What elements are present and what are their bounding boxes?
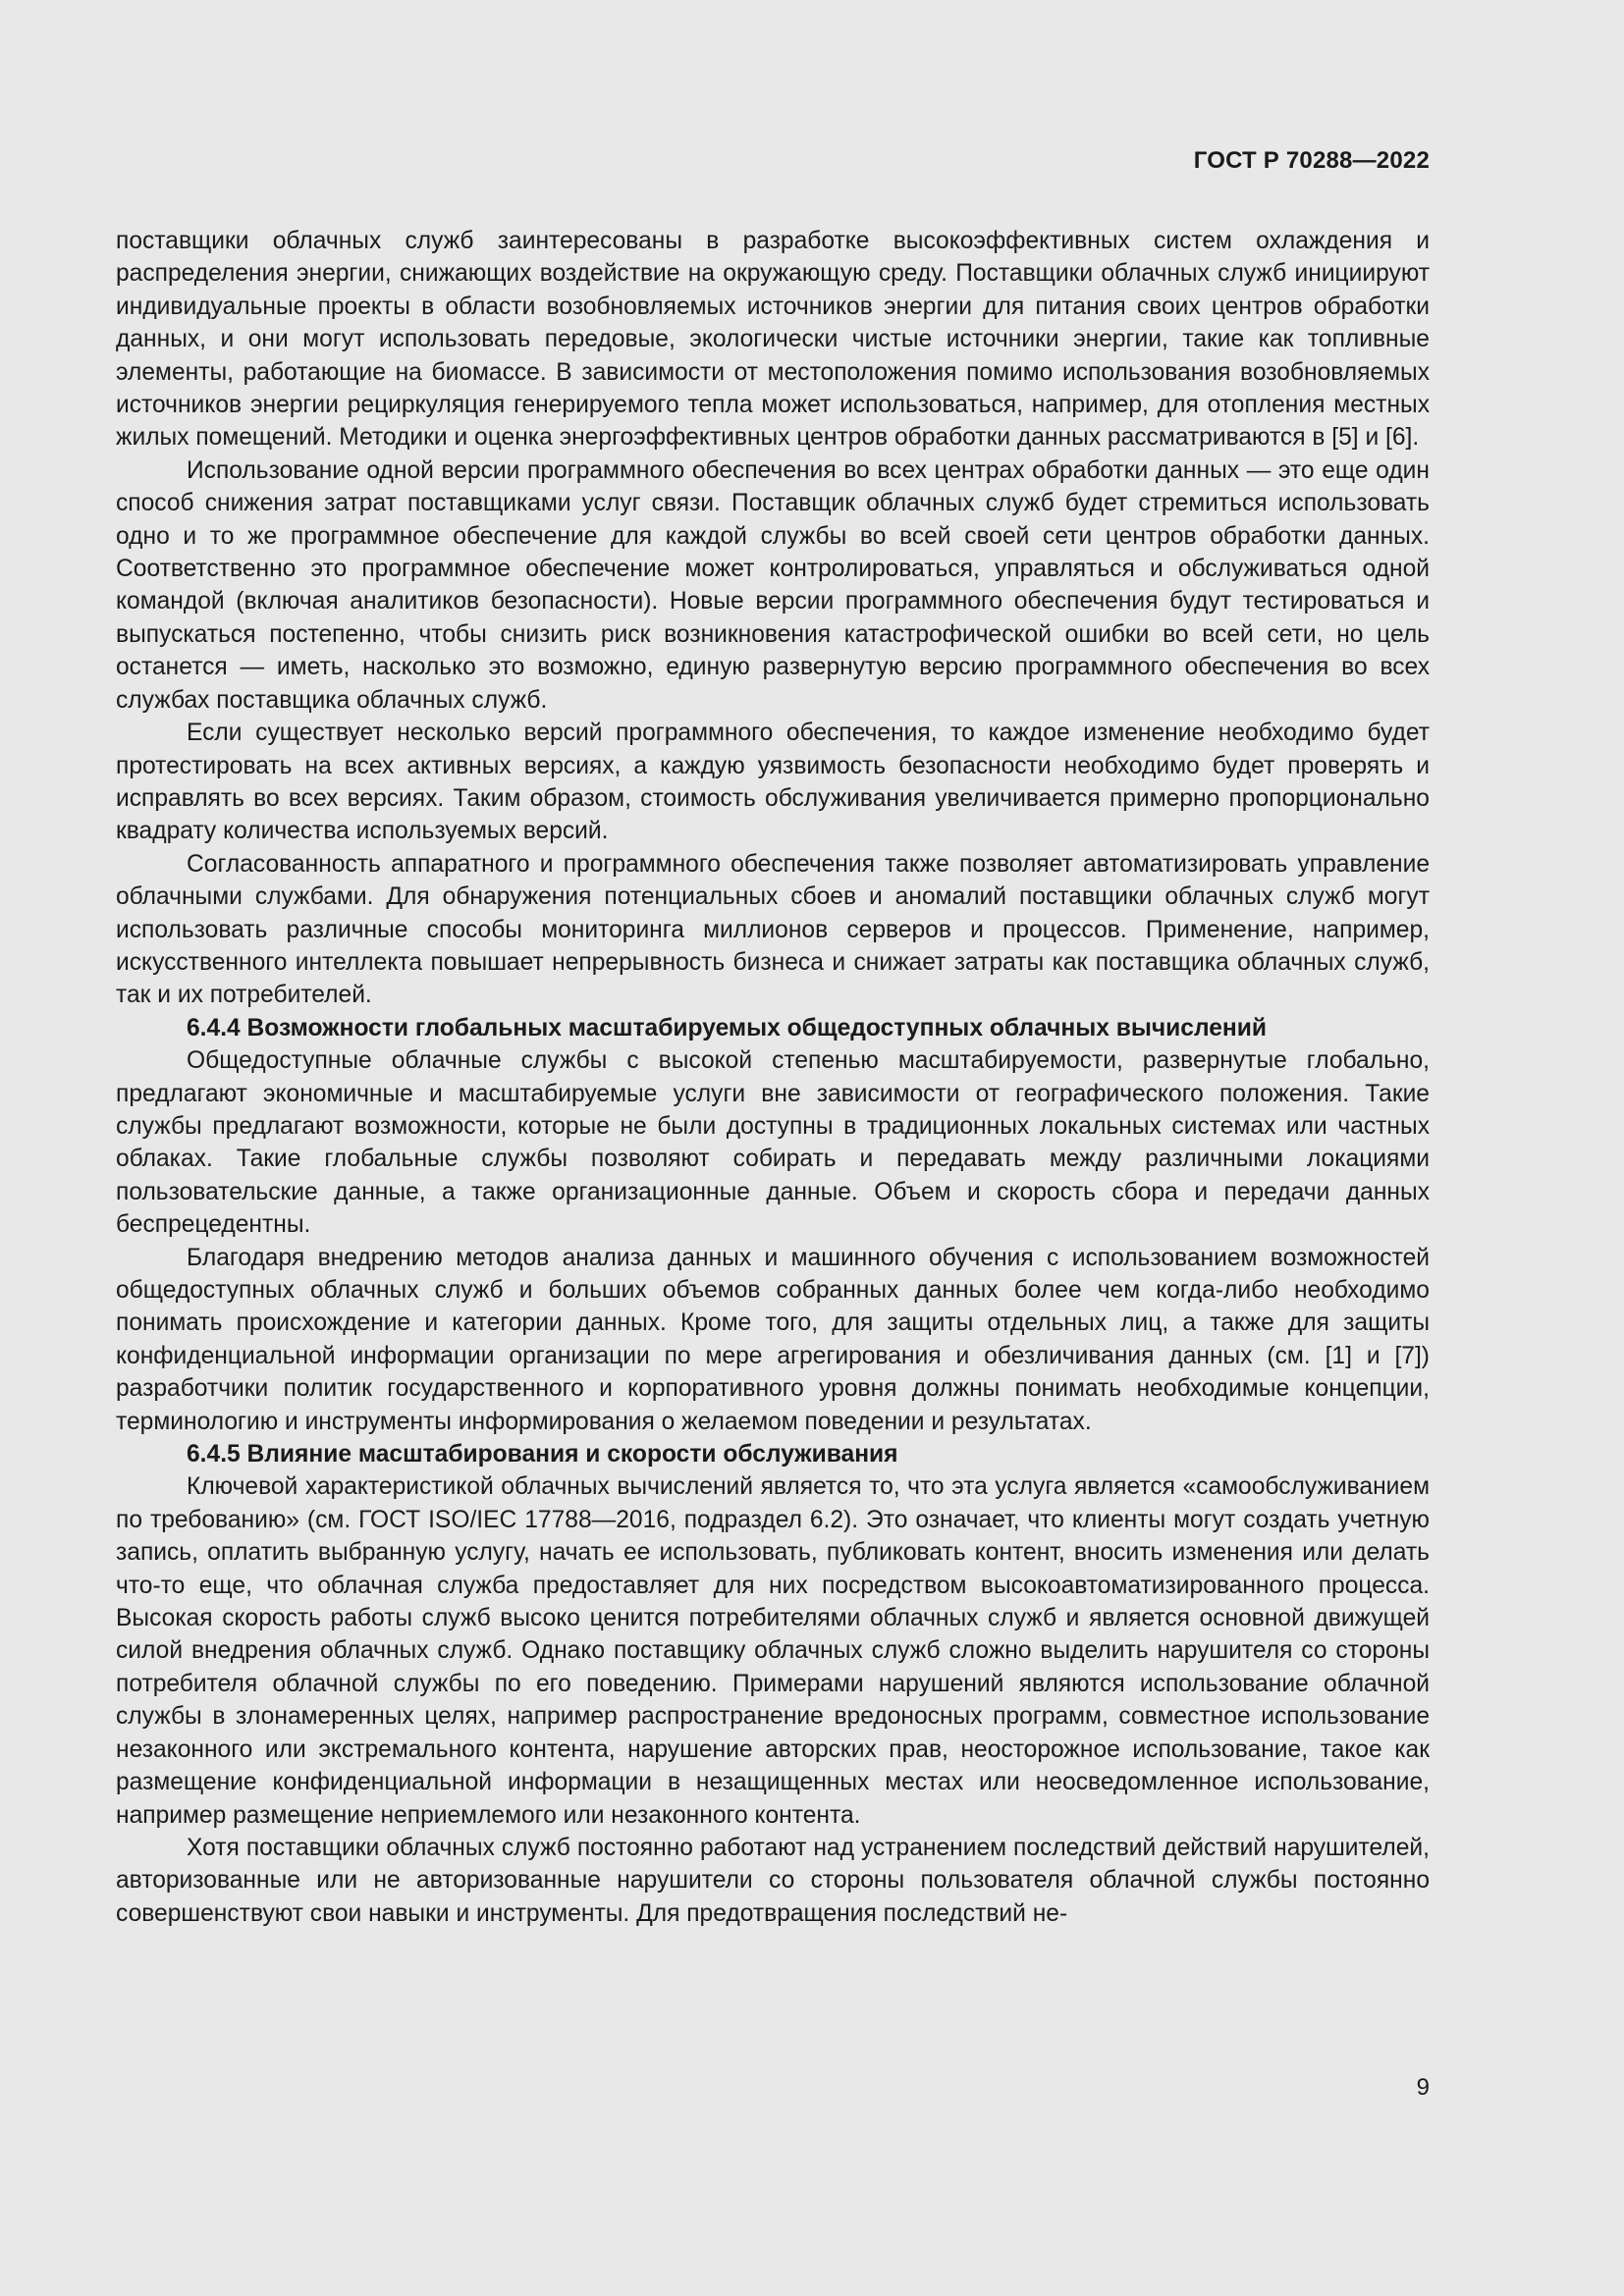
paragraph: поставщики облачных служб заинтересованы в разработке высокоэффективных систем охлаждения и распределения энергии, снижающих воздействие на окружающую среду. Поставщики облачных служб инициируют индивидуальные проекты в области возобновляемых источников энергии для питания своих центров обработки данных, и они могут использовать передовые, экологически чистые источники энергии, такие как топливные элементы, работающие на биомассе. В зависимости от местоположения помимо использования возобновляемых источников энергии рециркуляция генерируемого тепла может использоваться, например, для отопления местных жилых помещений. Методики и оценка энергоэффективных центров обработки данных рассматриваются в [5] и [6].	[116, 228, 1430, 452]
document-header-id: ГОСТ Р 70288—2022	[1193, 147, 1430, 174]
paragraph: Согласованность аппаратного и программного обеспечения также позволяет автоматизировать управление облачными службами. Для обнаружения потенциальных сбоев и аномалий поставщики облачных служб могут использовать различные способы мониторинга миллионов серверов и процессов. Применение, например, искусственного интеллекта повышает непрерывность бизнеса и снижает затраты как поставщика облачных служб, так и их потребителей.	[116, 850, 1430, 1009]
paragraph: Благодаря внедрению методов анализа данных и машинного обучения с использованием возможностей общедоступных облачных служб и больших объемов собранных данных более чем когда-либо необходимо понимать происхождение и категории данных. Кроме того, для защиты отдельных лиц, а также для защиты конфиденциальной информации организации по мере агрегирования и обезличивания данных (см. [1] и [7]) разработчики политик государственного и корпоративного уровня должны понимать необходимые концепции, терминологию и инструменты информирования о желаемом поведении и результатах.	[116, 1244, 1430, 1435]
section-heading: 6.4.5 Влияние масштабирования и скорости обслуживания	[187, 1441, 898, 1468]
paragraph: Хотя поставщики облачных служб постоянно работают над устранением последствий действий нарушителей, авторизованные или не авторизованные нарушители со стороны пользователя облачной службы постоянно совершенствуют свои навыки и инструменты. Для предотвращения последствий не-	[116, 1834, 1430, 1927]
section-heading: 6.4.4 Возможности глобальных масштабируемых общедоступных облачных вычислений	[187, 1014, 1268, 1041]
paragraph: Использование одной версии программного обеспечения во всех центрах обработки данных — это еще один способ снижения затрат поставщиками услуг связи. Поставщик облачных служб будет стремиться использовать одно и то же программное обеспечение для каждой службы во всей своей сети центров обработки данных. Соответственно это программное обеспечение может контролироваться, управляться и обслуживаться одной командой (включая аналитиков безопасности). Новые версии программного обеспечения будут тестироваться и выпускаться постепенно, чтобы снизить риск возникновения катастрофической ошибки во всей сети, но цель останется — иметь, насколько это возможно, единую развернутую версию программного обеспечения во всех службах поставщика облачных служб.	[116, 456, 1430, 714]
page-number: 9	[1416, 2074, 1430, 2101]
document-body	[116, 225, 1430, 1930]
paragraph: Если существует несколько версий программного обеспечения, то каждое изменение необходимо будет протестировать на всех активных версиях, а каждую уязвимость безопасности необходимо будет проверять и исправлять во всех версиях. Таким образом, стоимость обслуживания увеличивается примерно пропорционально квадрату количества используемых версий.	[116, 720, 1430, 845]
paragraph: Ключевой характеристикой облачных вычислений является то, что эта услуга является «самообслуживанием по требованию» (см. ГОСТ ISO/IEC 17788—2016, подраздел 6.2). Это означает, что клиенты могут создать учетную запись, оплатить выбранную услугу, начать ее использовать, публиковать контент, вносить изменения или делать что-то еще, что облачная служба предоставляет для них посредством высокоавтоматизированного процесса. Высокая скорость работы служб высоко ценится потребителями облачных служб и является основной движущей силой внедрения облачных служб. Однако поставщику облачных служб сложно выделить нарушителя со стороны потребителя облачной службы по его поведению. Примерами нарушений являются использование облачной службы в злонамеренных целях, например распространение вредоносных программ, совместное использование незаконного или экстремального контента, нарушение авторских прав, неосторожное использование, такое как размещение конфиденциальной информации в незащищенных местах или неосведомленное использование, например размещение неприемлемого или незаконного контента.	[116, 1473, 1430, 1829]
paragraph: Общедоступные облачные службы с высокой степенью масштабируемости, развернутые глобально, предлагают экономичные и масштабируемые услуги вне зависимости от географического положения. Такие службы предлагают возможности, которые не были доступны в традиционных локальных системах или частных облаках. Такие глобальные службы позволяют собирать и передавать между различными локациями пользовательские данные, а также организационные данные. Объем и скорость сбора и передачи данных беспрецедентны.	[116, 1047, 1430, 1239]
